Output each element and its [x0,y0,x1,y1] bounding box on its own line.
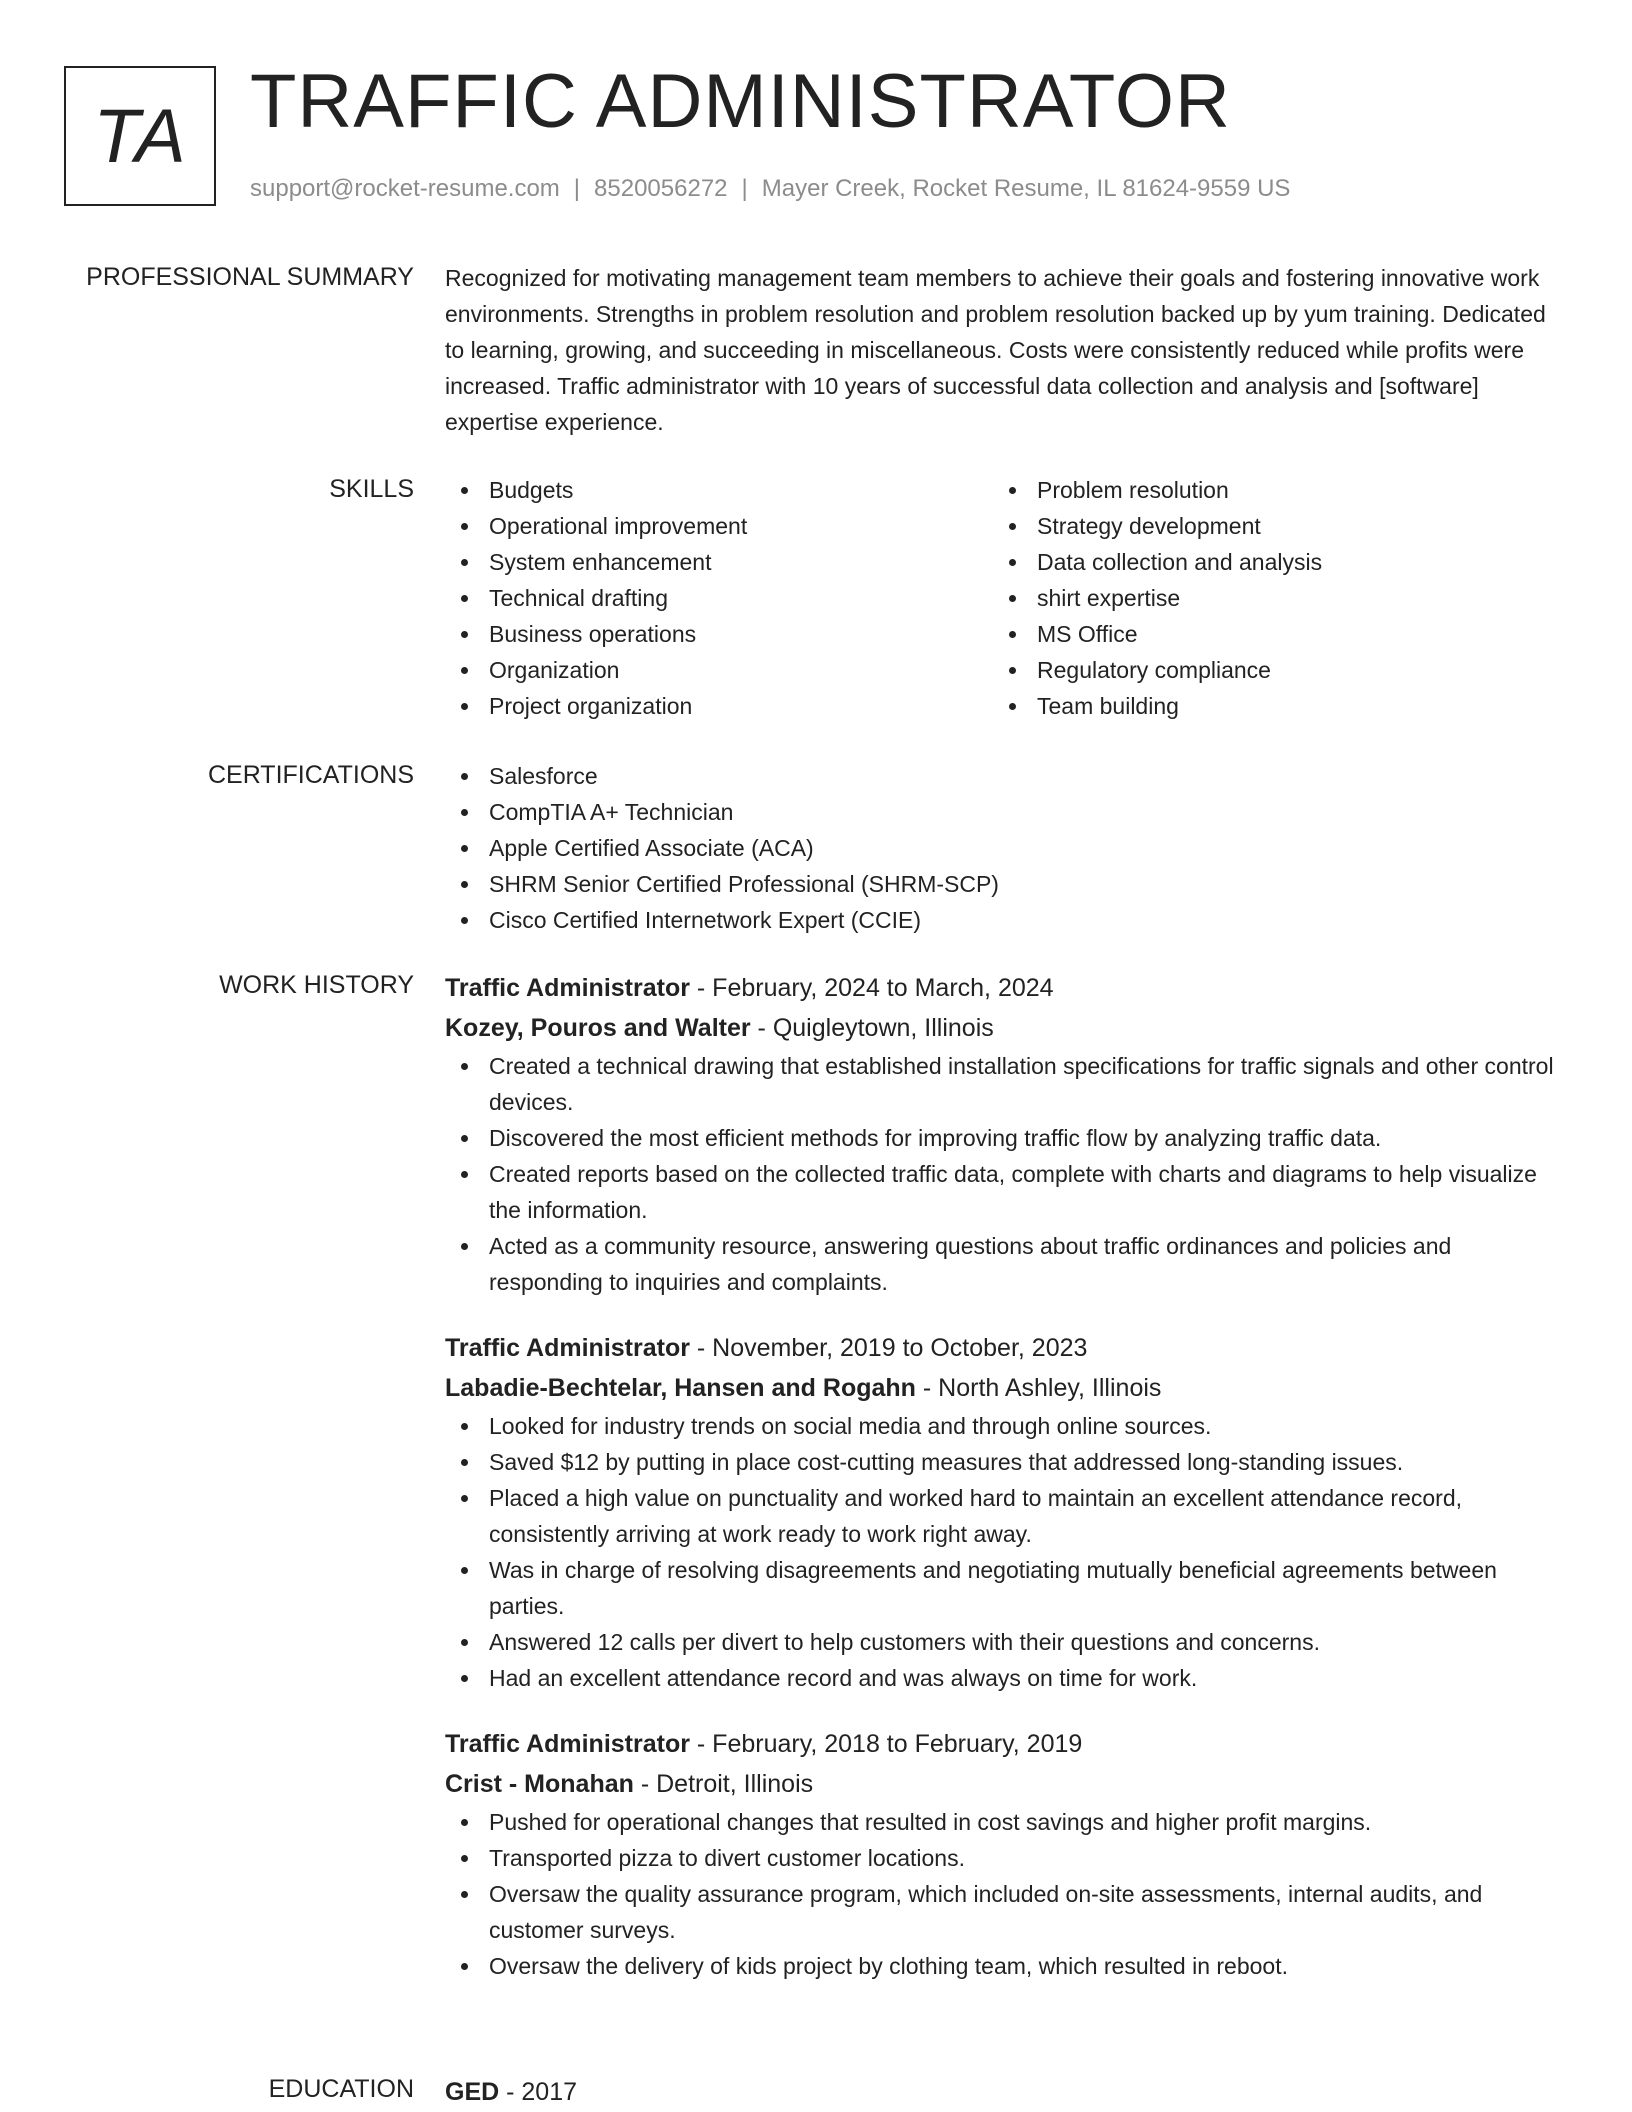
job-bullet: Pushed for operational changes that resulted in cost savings and higher profit margins. [445,1804,1565,1840]
contact-separator: | [741,175,748,202]
certification-item: Cisco Certified Internetwork Expert (CCIE) [445,902,1565,938]
certification-item: CompTIA A+ Technician [445,794,1565,830]
skill-item: shirt expertise [993,580,1541,616]
job-dates: - February, 2024 to March, 2024 [689,974,1054,1002]
job-entry [445,1328,1565,1696]
job-title-line [445,968,1565,1008]
job-company-line [445,1368,1565,1408]
section-label-certifications: CERTIFICATIONS [207,761,414,789]
job-bullet: Created reports based on the collected traffic data, complete with charts and diagrams to help visualize the information. [445,1156,1565,1228]
education-line [445,2072,1565,2112]
skills-body [445,472,1565,724]
job-bullet-list [445,1408,1565,1696]
job-title: Traffic Administrator [445,974,690,1002]
work-history-body [445,968,1565,1984]
certifications-list [445,758,1565,938]
job-bullet: Created a technical drawing that established installation specifications for traffic signals and other control devices. [445,1048,1565,1120]
skill-item: MS Office [993,616,1541,652]
monogram-box [64,66,216,206]
job-bullet: Transported pizza to divert customer locations. [445,1840,1565,1876]
skills-list-left [445,472,993,724]
job-dates: - November, 2019 to October, 2023 [689,1334,1088,1362]
job-bullet: Discovered the most efficient methods for improving traffic flow by analyzing traffic data. [445,1120,1565,1156]
job-bullet: Looked for industry trends on social media and through online sources. [445,1408,1565,1444]
job-bullet: Answered 12 calls per divert to help customers with their questions and concerns. [445,1624,1565,1660]
certification-item: Apple Certified Associate (ACA) [445,830,1565,866]
skill-item: System enhancement [445,544,993,580]
job-company-line [445,1008,1565,1048]
skill-item: Project organization [445,688,993,724]
skills-list-right [993,472,1541,724]
section-label-skills: SKILLS [329,475,414,503]
contact-line [250,174,1290,204]
skill-item: Data collection and analysis [993,544,1541,580]
section-label-summary: PROFESSIONAL SUMMARY [86,263,414,291]
certifications-body [445,758,1565,938]
job-entry [445,968,1565,1300]
job-bullet: Oversaw the delivery of kids project by clothing team, which resulted in reboot. [445,1948,1565,1984]
job-company: Labadie-Bechtelar, Hansen and Rogahn [445,1374,916,1402]
job-location: - Quigleytown, Illinois [750,1014,994,1042]
job-location: - Detroit, Illinois [633,1770,814,1798]
skill-item: Operational improvement [445,508,993,544]
skill-item: Technical drafting [445,580,993,616]
skill-item: Problem resolution [993,472,1541,508]
contact-address: Mayer Creek, Rocket Resume, IL 81624-9559 US [761,175,1291,202]
job-dates: - February, 2018 to February, 2019 [689,1730,1083,1758]
job-bullet: Had an excellent attendance record and was always on time for work. [445,1660,1565,1696]
job-bullet-list [445,1048,1565,1300]
certification-item: Salesforce [445,758,1565,794]
summary-body [445,260,1565,440]
skill-item: Organization [445,652,993,688]
contact-email: support@rocket-resume.com [250,175,560,202]
job-title-line [445,1328,1565,1368]
contact-phone: 8520056272 [594,175,728,202]
job-bullet: Acted as a community resource, answering questions about traffic ordinances and policies and responding to inquiries and complaints. [445,1228,1565,1300]
job-bullet-list [445,1804,1565,1984]
skill-item: Budgets [445,472,993,508]
job-location: - North Ashley, Illinois [915,1374,1162,1402]
skill-item: Regulatory compliance [993,652,1541,688]
job-bullet: Placed a high value on punctuality and worked hard to maintain an excellent attendance record, consistently arriving at work ready to work right away. [445,1480,1565,1552]
section-label-work-history: WORK HISTORY [219,971,414,999]
skill-item: Team building [993,688,1541,724]
contact-separator: | [573,175,581,202]
skill-item: Strategy development [993,508,1541,544]
certification-item: SHRM Senior Certified Professional (SHRM-SCP) [445,866,1565,902]
job-title-line [445,1724,1565,1764]
job-title: Traffic Administrator [445,1334,690,1362]
summary-text: Recognized for motivating management team members to achieve their goals and fostering innovative work environments. Strengths in problem resolution and problem resolution backed up by yum training. Dedicated to learning, growing, and succeeding in miscellaneous. Costs were consistently reduced while profits were increased. Traffic administrator with 10 years of successful data collection and analysis and [software] expertise experience. [445,265,1546,435]
monogram-initials: TA [93,93,187,179]
job-bullet: Saved $12 by putting in place cost-cutting measures that addressed long-standing issues. [445,1444,1565,1480]
job-entry [445,1724,1565,1984]
education-body [445,2072,1565,2112]
job-bullet: Oversaw the quality assurance program, which included on-site assessments, internal audits, and customer surveys. [445,1876,1565,1948]
skill-item: Business operations [445,616,993,652]
job-company: Kozey, Pouros and Walter [445,1014,751,1042]
job-bullet: Was in charge of resolving disagreements and negotiating mutually beneficial agreements between parties. [445,1552,1565,1624]
job-title: Traffic Administrator [445,1730,690,1758]
section-label-education: EDUCATION [268,2075,414,2103]
resume-name-title: TRAFFIC ADMINISTRATOR [250,59,1231,144]
education-degree: GED [445,2078,500,2106]
job-company-line [445,1764,1565,1804]
job-company: Crist - Monahan [445,1770,634,1798]
education-year: - 2017 [499,2078,578,2106]
